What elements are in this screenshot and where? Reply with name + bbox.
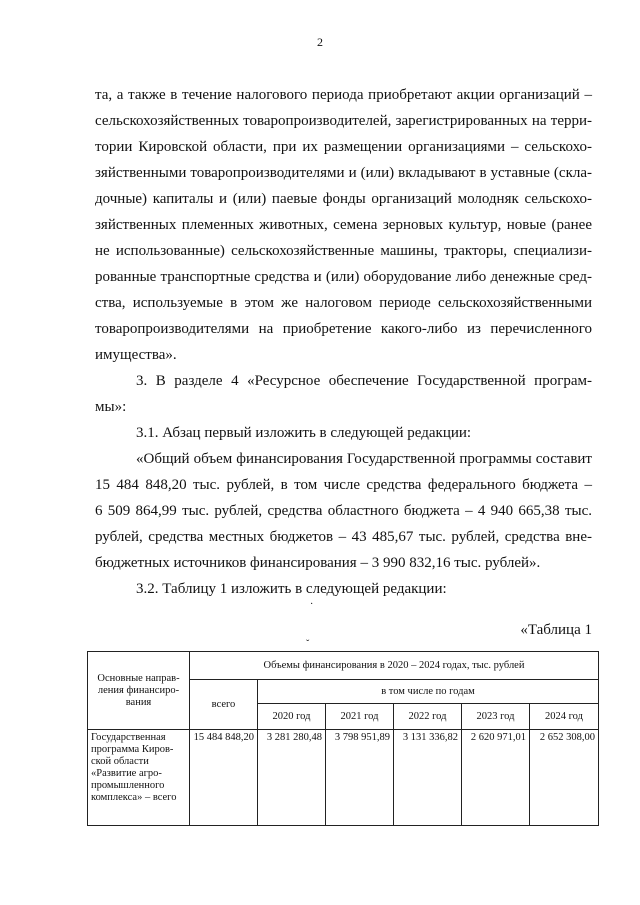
page-number: 2 bbox=[317, 35, 323, 49]
paragraph-line: рованные транспортные средства и (или) оборудование либо денежные сред- bbox=[95, 269, 592, 285]
quote-line: рублей, средства местных бюджетов – 43 485,67 тыс. рублей, средства вне- bbox=[95, 529, 592, 545]
header-directions: Основные направ-ления финансиро-вания bbox=[88, 652, 190, 730]
quote-line: 15 484 848,20 тыс. рублей, в том числе средства федерального бюджета – bbox=[95, 477, 592, 493]
paragraph-line: имущества». bbox=[95, 347, 177, 363]
financing-table bbox=[87, 651, 599, 826]
cell-total: 15 484 848,20 bbox=[190, 730, 258, 826]
header-by-years: в том числе по годам bbox=[258, 680, 599, 704]
header-total: всего bbox=[190, 680, 258, 730]
quote-line: бюджетных источников финансирования – 3 990 832,16 тыс. рублей». bbox=[95, 555, 541, 571]
header-year-2022: 2022 год bbox=[394, 704, 462, 730]
header-year-2023: 2023 год bbox=[462, 704, 530, 730]
quote-line: «Общий объем финансирования Государственной программы составит bbox=[136, 451, 592, 467]
paragraph-line: товаропроизводителями на приобретение какого-либо из перечисленного bbox=[95, 321, 592, 337]
paragraph-line: дочные) капиталы и (или) паевые фонды организаций молодняк сельскохо- bbox=[95, 191, 592, 207]
paragraph-line: зяйственными товаропроизводителями и (или) вкладывают в уставные (скла- bbox=[95, 165, 592, 181]
header-volumes: Объемы финансирования в 2020 – 2024 годах, тыс. рублей bbox=[190, 652, 599, 680]
scan-speck: ˇ bbox=[306, 639, 310, 650]
item-3-2-heading: 3.2. Таблицу 1 изложить в следующей редакции: bbox=[136, 581, 447, 597]
header-year-2024: 2024 год bbox=[530, 704, 599, 730]
paragraph-line: зяйственных племенных животных, семена зерновых культур, новые (ранее bbox=[95, 217, 592, 233]
item-3-line: мы»: bbox=[95, 399, 127, 415]
row-label-program-total: Государственная программа Киров-ской области «Развитие агро-промышленного комплекса» – всего bbox=[88, 730, 190, 826]
cell-2023: 2 620 971,01 bbox=[462, 730, 530, 826]
cell-2022: 3 131 336,82 bbox=[394, 730, 462, 826]
paragraph-line: та, а также в течение налогового периода приобретают акции организаций – bbox=[95, 87, 592, 103]
table-caption: «Таблица 1 bbox=[520, 622, 592, 638]
paragraph-line: ства, используемые в этом же налоговом периоде сельскохозяйственными bbox=[95, 295, 592, 311]
cell-2020: 3 281 280,48 bbox=[258, 730, 326, 826]
quote-line: 6 509 864,99 тыс. рублей, средства областного бюджета – 4 940 665,38 тыс. bbox=[95, 503, 592, 519]
header-year-2021: 2021 год bbox=[326, 704, 394, 730]
item-3-1-heading: 3.1. Абзац первый изложить в следующей редакции: bbox=[136, 425, 472, 441]
paragraph-line: тории Кировской области, при их размещении организациями – сельскохо- bbox=[95, 139, 592, 155]
cell-2021: 3 798 951,89 bbox=[326, 730, 394, 826]
scan-speck: · bbox=[310, 599, 314, 610]
paragraph-line: не использованные) сельскохозяйственные машины, тракторы, специализи- bbox=[95, 243, 592, 259]
header-year-2020: 2020 год bbox=[258, 704, 326, 730]
cell-2024: 2 652 308,00 bbox=[530, 730, 599, 826]
item-3-line: 3. В разделе 4 «Ресурсное обеспечение Государственной програм- bbox=[136, 373, 592, 389]
paragraph-line: сельскохозяйственных товаропроизводителей, зарегистрированных на терри- bbox=[95, 113, 592, 129]
